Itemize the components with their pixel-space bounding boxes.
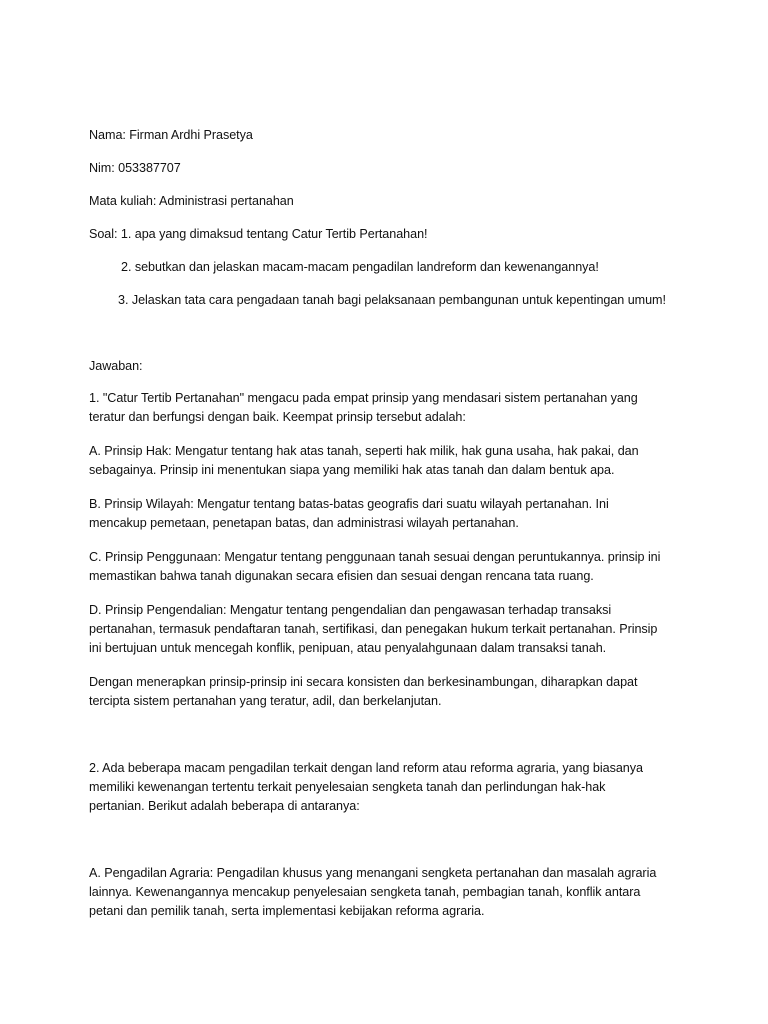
paragraph-line: C. Prinsip Penggunaan: Mengatur tentang penggunaan tanah sesuai dengan peruntukannya. prinsip ini — [89, 550, 661, 564]
answer-1-conclusion — [89, 673, 689, 711]
paragraph-line: memiliki kewenangan tertentu terkait penyelesaian sengketa tanah dan perlindungan hak-hak — [89, 780, 606, 795]
paragraph-line: teratur dan berfungsi dengan baik. Keempat prinsip tersebut adalah: — [89, 410, 466, 425]
paragraph-line: 1. "Catur Tertib Pertanahan" mengacu pada empat prinsip yang mendasari sistem pertanahan yang — [89, 391, 638, 405]
paragraph-line: Dengan menerapkan prinsip-prinsip ini secara konsisten dan berkesinambungan, diharapkan dapat — [89, 675, 638, 689]
paragraph-line: 2. Ada beberapa macam pengadilan terkait dengan land reform atau reforma agraria, yang biasanya — [89, 761, 643, 775]
paragraph-line: mencakup pemetaan, penetapan batas, dan administrasi wilayah pertanahan. — [89, 516, 519, 531]
student-nim: Nim: 053387707 — [89, 161, 181, 175]
paragraph-line: pertanian. Berikut adalah beberapa di antaranya: — [89, 799, 360, 814]
student-name: Nama: Firman Ardhi Prasetya — [89, 128, 253, 142]
paragraph-line: B. Prinsip Wilayah: Mengatur tentang batas-batas geografis dari suatu wilayah pertanahan. Ini — [89, 497, 609, 511]
question-3: 3. Jelaskan tata cara pengadaan tanah bagi pelaksanaan pembangunan untuk kepentingan umum! — [118, 293, 666, 307]
paragraph-line: petani dan pemilik tanah, serta implementasi kebijakan reforma agraria. — [89, 904, 485, 919]
paragraph-line: memastikan bahwa tanah digunakan secara efisien dan sesuai dengan rencana tata ruang. — [89, 569, 594, 584]
paragraph-line: D. Prinsip Pengendalian: Mengatur tentang pengendalian dan pengawasan terhadap transaksi — [89, 603, 612, 617]
answers-heading: Jawaban: — [89, 359, 143, 373]
question-1: Soal: 1. apa yang dimaksud tentang Catur Tertib Pertanahan! — [89, 227, 428, 241]
answer-1-principle-b — [89, 495, 689, 533]
paragraph-line: pertanahan, termasuk pendaftaran tanah, sertifikasi, dan penegakan hukum terkait pertanahan. Prinsip — [89, 622, 658, 637]
paragraph-line: lainnya. Kewenangannya mencakup penyelesaian sengketa tanah, pembagian tanah, konflik antara — [89, 885, 641, 900]
answer-1-principle-c — [89, 548, 689, 586]
question-2: 2. sebutkan dan jelaskan macam-macam pengadilan landreform dan kewenangannya! — [121, 260, 599, 274]
answer-1-principle-a — [89, 442, 689, 480]
answer-1-principle-d — [89, 601, 689, 659]
paragraph-line: A. Prinsip Hak: Mengatur tentang hak atas tanah, seperti hak milik, hak guna usaha, hak pakai, dan — [89, 444, 639, 458]
course-name: Mata kuliah: Administrasi pertanahan — [89, 194, 294, 208]
answer-2-intro — [89, 759, 689, 817]
paragraph-line: sebagainya. Prinsip ini menentukan siapa yang memiliki hak atas tanah dan dalam bentuk apa. — [89, 463, 615, 478]
paragraph-line: A. Pengadilan Agraria: Pengadilan khusus yang menangani sengketa pertanahan dan masalah agraria — [89, 866, 657, 880]
paragraph-line: ini bertujuan untuk mencegah konflik, penipuan, atau penyalahgunaan dalam transaksi tanah. — [89, 641, 607, 656]
answer-1-intro — [89, 389, 689, 427]
answer-2-court-a — [89, 864, 689, 922]
paragraph-line: tercipta sistem pertanahan yang teratur, adil, dan berkelanjutan. — [89, 694, 442, 709]
